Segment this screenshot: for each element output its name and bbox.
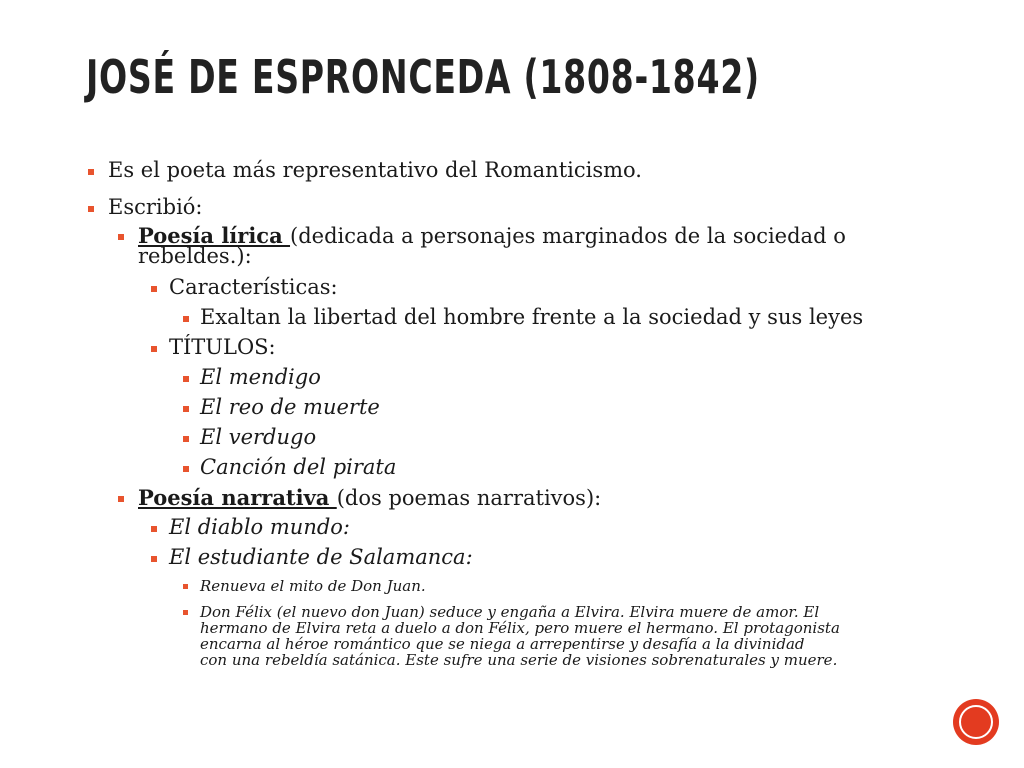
nota-text: Renueva el mito de Don Juan. xyxy=(200,577,426,595)
slide-title: JOSÉ DE ESPRONCEDA (1808-1842) xyxy=(86,50,760,104)
bullet-icon xyxy=(88,169,94,175)
logo-ring xyxy=(959,705,993,739)
titulo-item: El mendigo xyxy=(200,365,321,389)
nota-line: encarna al héroe romántico que se niega a arrepentirse y desafía a la divinidad xyxy=(200,635,805,653)
titulo-item: El verdugo xyxy=(200,425,317,449)
lirica-desc: (dedicada a personajes marginados de la sociedad o xyxy=(290,224,846,248)
narrativa-desc: (dos poemas narrativos): xyxy=(336,486,602,510)
titulo-item: Canción del pirata xyxy=(200,455,397,479)
narrativa-label: Poesía narrativa xyxy=(138,485,337,510)
bullet-icon xyxy=(183,436,189,442)
bullet-icon xyxy=(183,584,188,589)
nota-line: con una rebeldía satánica. Este sufre una serie de visiones sobrenaturales y muere. xyxy=(200,651,838,669)
bullet-icon xyxy=(151,526,157,532)
caracteristicas-label: Características: xyxy=(169,275,338,299)
nota-line: hermano de Elvira reta a duelo a don Félix, pero muere el hermano. El protagonista xyxy=(200,619,840,637)
caracteristica-text: Exaltan la libertad del hombre frente a la sociedad y sus leyes xyxy=(200,305,864,329)
escribio-text: Escribió: xyxy=(108,195,203,219)
lirica-desc-cont: rebeldes.): xyxy=(138,244,252,268)
bullet-icon xyxy=(118,234,124,240)
bullet-icon xyxy=(183,376,189,382)
poema-item: El diablo mundo: xyxy=(169,515,351,539)
nota-line: Don Félix (el nuevo don Juan) seduce y engaña a Elvira. Elvira muere de amor. El xyxy=(200,603,820,621)
titulo-item: El reo de muerte xyxy=(200,395,380,419)
bullet-icon xyxy=(151,286,157,292)
poema-item: El estudiante de Salamanca: xyxy=(169,545,473,569)
narrativa-line xyxy=(138,485,601,510)
intro-text: Es el poeta más representativo del Romanticismo. xyxy=(108,158,642,182)
bullet-icon xyxy=(183,610,188,615)
bullet-icon xyxy=(88,206,94,212)
titulos-label: TÍTULOS: xyxy=(169,335,276,359)
bullet-icon xyxy=(183,466,189,472)
bullet-icon xyxy=(183,406,189,412)
bullet-icon xyxy=(118,496,124,502)
logo-circle-icon xyxy=(956,702,996,742)
lirica-label: Poesía lírica xyxy=(138,223,291,248)
bullet-icon xyxy=(151,556,157,562)
bullet-icon xyxy=(183,316,189,322)
bullet-icon xyxy=(151,346,157,352)
